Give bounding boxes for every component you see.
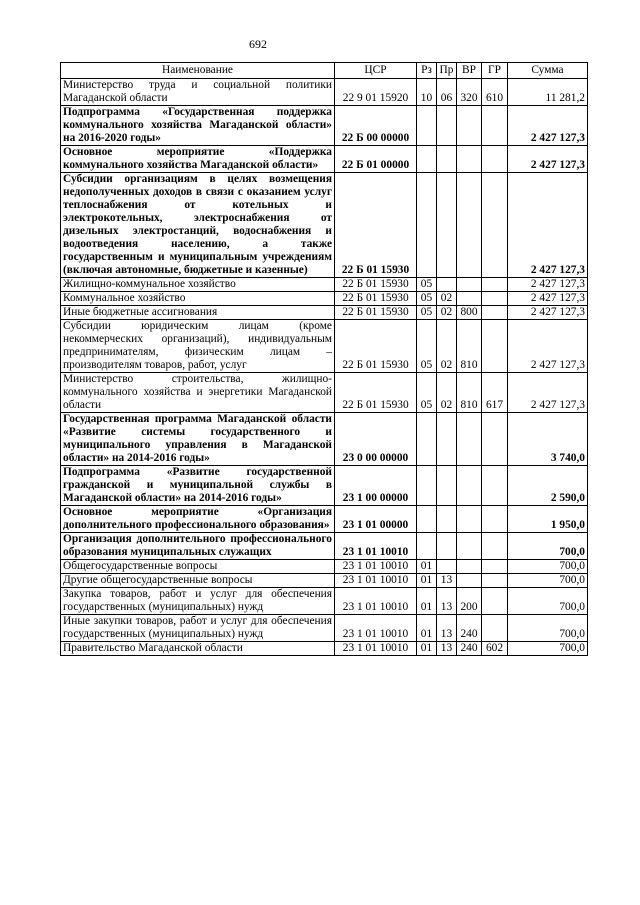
header-pr: Пр <box>437 63 457 79</box>
cell-pr: 02 <box>437 320 457 373</box>
cell-pr: 13 <box>437 574 457 588</box>
cell-rz: 01 <box>417 615 437 642</box>
table-row <box>61 588 588 615</box>
cell-csr: 23 1 01 10010 <box>335 588 417 615</box>
cell-name: Иные закупки товаров, работ и услуг для обеспечения государственных (муниципальных) нужд <box>61 615 335 642</box>
cell-rz: 01 <box>417 560 437 574</box>
cell-pr <box>437 278 457 292</box>
cell-pr <box>437 560 457 574</box>
cell-pr: 02 <box>437 306 457 320</box>
cell-name: Другие общегосударственные вопросы <box>61 574 335 588</box>
cell-sum: 11 281,2 <box>508 79 588 106</box>
cell-csr: 22 Б 01 00000 <box>335 146 417 173</box>
cell-pr <box>437 413 457 466</box>
cell-name: Министерство труда и социальной политики Магаданской области <box>61 79 335 106</box>
cell-vr: 240 <box>457 615 482 642</box>
cell-gr <box>482 574 508 588</box>
cell-csr: 22 Б 00 00000 <box>335 106 417 146</box>
cell-vr: 240 <box>457 642 482 656</box>
table-row <box>61 413 588 466</box>
cell-sum: 700,0 <box>508 615 588 642</box>
cell-vr: 320 <box>457 79 482 106</box>
cell-vr <box>457 173 482 278</box>
cell-rz <box>417 506 437 533</box>
cell-rz <box>417 533 437 560</box>
cell-name: Подпрограмма «Государственная поддержка коммунального хозяйства Магаданской области» на 2016-2020 годы» <box>61 106 335 146</box>
header-sum: Сумма <box>508 63 588 79</box>
cell-csr: 22 Б 01 15930 <box>335 306 417 320</box>
cell-name: Закупка товаров, работ и услуг для обеспечения государственных (муниципальных) нужд <box>61 588 335 615</box>
table-row <box>61 146 588 173</box>
header-vr: ВР <box>457 63 482 79</box>
header-rz: Рз <box>417 63 437 79</box>
cell-gr <box>482 615 508 642</box>
cell-gr <box>482 306 508 320</box>
cell-pr <box>437 466 457 506</box>
cell-vr: 810 <box>457 373 482 413</box>
cell-rz: 01 <box>417 642 437 656</box>
cell-csr: 22 Б 01 15930 <box>335 292 417 306</box>
cell-name: Министерство строительства, жилищно-коммунального хозяйства и энергетики Магаданской области <box>61 373 335 413</box>
cell-pr <box>437 506 457 533</box>
cell-rz <box>417 413 437 466</box>
cell-name: Коммунальное хозяйство <box>61 292 335 306</box>
cell-gr <box>482 560 508 574</box>
cell-pr <box>437 173 457 278</box>
table-row <box>61 615 588 642</box>
cell-sum: 700,0 <box>508 588 588 615</box>
cell-sum: 1 950,0 <box>508 506 588 533</box>
table-row <box>61 560 588 574</box>
cell-pr: 02 <box>437 373 457 413</box>
cell-csr: 22 Б 01 15930 <box>335 173 417 278</box>
cell-csr: 23 1 01 00000 <box>335 506 417 533</box>
cell-gr <box>482 413 508 466</box>
cell-vr: 200 <box>457 588 482 615</box>
cell-vr <box>457 574 482 588</box>
cell-sum: 2 590,0 <box>508 466 588 506</box>
table-row <box>61 320 588 373</box>
table-row <box>61 574 588 588</box>
cell-gr <box>482 146 508 173</box>
cell-rz <box>417 173 437 278</box>
cell-sum: 2 427 127,3 <box>508 146 588 173</box>
cell-name: Подпрограмма «Развитие государственной гражданской и муниципальной службы в Магаданской области» на 2014-2016 годы» <box>61 466 335 506</box>
cell-pr: 13 <box>437 588 457 615</box>
cell-pr <box>437 146 457 173</box>
cell-pr: 06 <box>437 79 457 106</box>
table-body <box>61 79 588 656</box>
table-row <box>61 173 588 278</box>
cell-gr <box>482 278 508 292</box>
cell-sum: 3 740,0 <box>508 413 588 466</box>
cell-csr: 22 Б 01 15930 <box>335 278 417 292</box>
cell-vr <box>457 292 482 306</box>
cell-rz: 01 <box>417 574 437 588</box>
table-row <box>61 306 588 320</box>
cell-rz: 05 <box>417 278 437 292</box>
table-row <box>61 466 588 506</box>
cell-vr <box>457 466 482 506</box>
cell-rz: 05 <box>417 306 437 320</box>
cell-vr <box>457 506 482 533</box>
cell-name: Субсидии юридическим лицам (кроме некоммерческих организаций), индивидуальным предпринимателям, физическим лицам – производителям товаров, работ, услуг <box>61 320 335 373</box>
cell-gr <box>482 173 508 278</box>
cell-rz <box>417 106 437 146</box>
table-row <box>61 533 588 560</box>
cell-gr <box>482 106 508 146</box>
cell-vr <box>457 560 482 574</box>
cell-name: Государственная программа Магаданской области «Развитие системы государственного и муниципального управления в Магаданской области» на 2014-2016 годы» <box>61 413 335 466</box>
cell-sum: 2 427 127,3 <box>508 306 588 320</box>
cell-sum: 700,0 <box>508 560 588 574</box>
cell-csr: 23 1 01 10010 <box>335 560 417 574</box>
cell-vr: 800 <box>457 306 482 320</box>
cell-gr <box>482 588 508 615</box>
cell-vr <box>457 106 482 146</box>
cell-sum: 2 427 127,3 <box>508 292 588 306</box>
cell-sum: 700,0 <box>508 574 588 588</box>
cell-gr <box>482 320 508 373</box>
cell-pr <box>437 533 457 560</box>
cell-csr: 23 1 01 10010 <box>335 615 417 642</box>
cell-rz: 01 <box>417 588 437 615</box>
cell-name: Правительство Магаданской области <box>61 642 335 656</box>
cell-gr <box>482 292 508 306</box>
cell-name: Жилищно-коммунальное хозяйство <box>61 278 335 292</box>
cell-sum: 2 427 127,3 <box>508 106 588 146</box>
cell-csr: 23 1 00 00000 <box>335 466 417 506</box>
cell-gr <box>482 466 508 506</box>
cell-csr: 23 1 01 10010 <box>335 533 417 560</box>
cell-gr: 617 <box>482 373 508 413</box>
cell-csr: 23 1 01 10010 <box>335 574 417 588</box>
cell-rz <box>417 466 437 506</box>
table-row <box>61 79 588 106</box>
header-name: Наименование <box>61 63 335 79</box>
table-row <box>61 292 588 306</box>
cell-csr: 23 1 01 10010 <box>335 642 417 656</box>
cell-sum: 2 427 127,3 <box>508 320 588 373</box>
cell-vr <box>457 146 482 173</box>
cell-pr: 13 <box>437 642 457 656</box>
cell-name: Иные бюджетные ассигнования <box>61 306 335 320</box>
header-gr: ГР <box>482 63 508 79</box>
header-csr: ЦСР <box>335 63 417 79</box>
table-row <box>61 106 588 146</box>
cell-pr: 02 <box>437 292 457 306</box>
cell-name: Основное мероприятие «Поддержка коммунального хозяйства Магаданской области» <box>61 146 335 173</box>
cell-vr: 810 <box>457 320 482 373</box>
cell-gr: 602 <box>482 642 508 656</box>
cell-gr <box>482 533 508 560</box>
cell-csr: 22 Б 01 15930 <box>335 320 417 373</box>
header-row <box>61 63 588 79</box>
cell-csr: 22 9 01 15920 <box>335 79 417 106</box>
cell-rz: 05 <box>417 373 437 413</box>
table-row <box>61 642 588 656</box>
cell-pr <box>437 106 457 146</box>
page-number: 692 <box>249 37 267 51</box>
cell-gr <box>482 506 508 533</box>
cell-sum: 2 427 127,3 <box>508 173 588 278</box>
cell-csr: 22 Б 01 15930 <box>335 373 417 413</box>
cell-gr: 610 <box>482 79 508 106</box>
cell-sum: 700,0 <box>508 533 588 560</box>
cell-vr <box>457 278 482 292</box>
cell-pr: 13 <box>437 615 457 642</box>
cell-rz <box>417 146 437 173</box>
cell-name: Организация дополнительного профессионального образования муниципальных служащих <box>61 533 335 560</box>
budget-table <box>60 62 588 656</box>
cell-csr: 23 0 00 00000 <box>335 413 417 466</box>
cell-vr <box>457 533 482 560</box>
cell-sum: 2 427 127,3 <box>508 373 588 413</box>
cell-vr <box>457 413 482 466</box>
table-row <box>61 278 588 292</box>
cell-name: Субсидии организациям в целях возмещения недополученных доходов в связи с оказанием услуг теплоснабжения от котельных и электрокотельных, электроснабжения от дизельных электростанций, водоснабжения и водоотведения населению, а также государственным и муниципальным учреждениям (включая автономные, бюджетные и казенные) <box>61 173 335 278</box>
cell-rz: 10 <box>417 79 437 106</box>
table-row <box>61 506 588 533</box>
cell-name: Общегосударственные вопросы <box>61 560 335 574</box>
cell-sum: 2 427 127,3 <box>508 278 588 292</box>
table-row <box>61 373 588 413</box>
cell-name: Основное мероприятие «Организация дополнительного профессионального образования» <box>61 506 335 533</box>
cell-rz: 05 <box>417 320 437 373</box>
cell-sum: 700,0 <box>508 642 588 656</box>
cell-rz: 05 <box>417 292 437 306</box>
